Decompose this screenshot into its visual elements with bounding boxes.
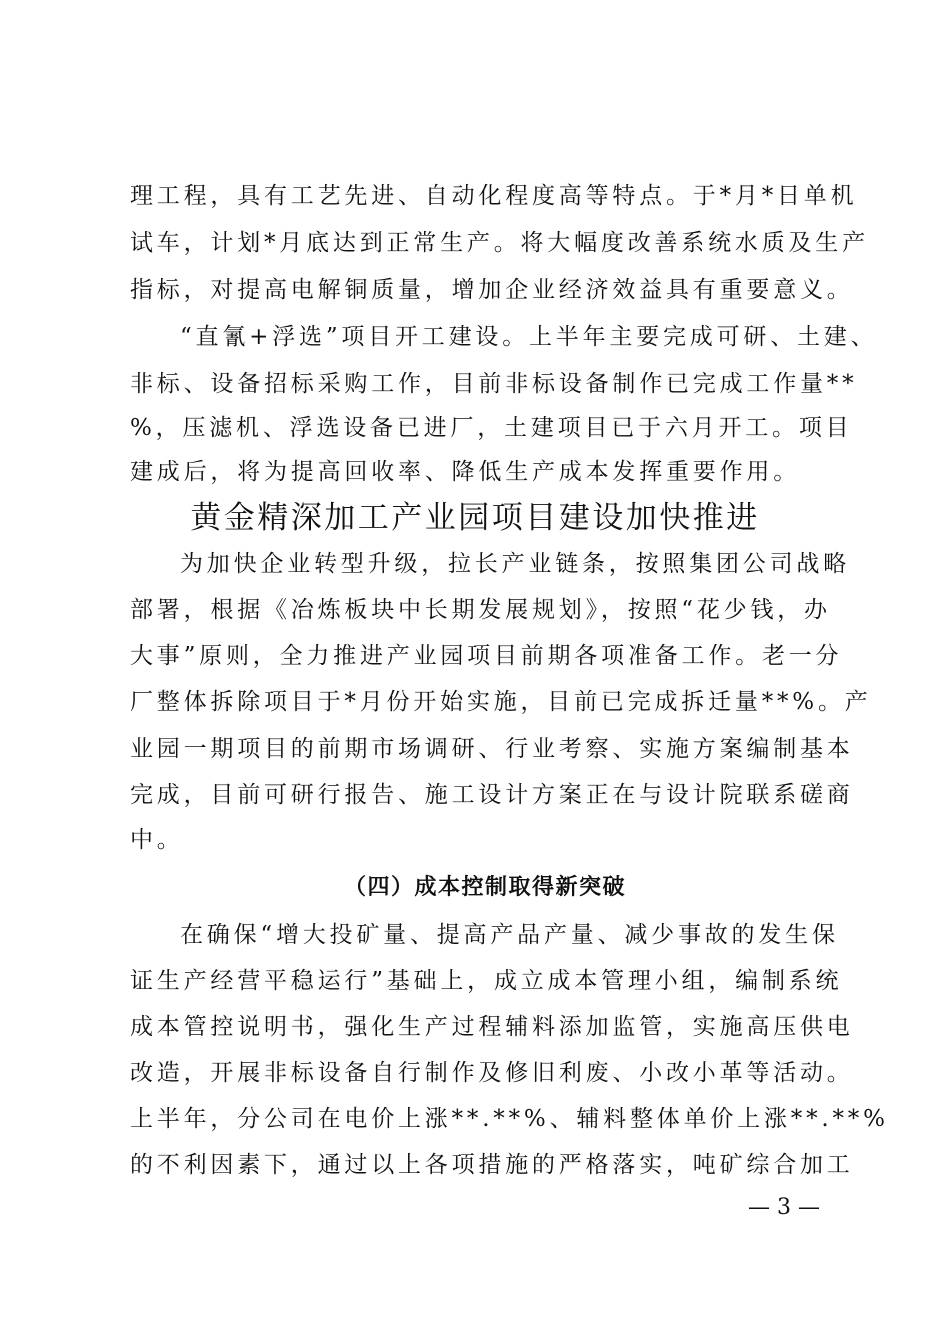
paragraph-line: 指标，对提高电解铜质量，增加企业经济效益具有重要意义。 bbox=[130, 277, 854, 303]
paragraph-line: 建成后，将为提高回收率、降低生产成本发挥重要作用。 bbox=[130, 459, 800, 485]
paragraph-line: 中。 bbox=[130, 827, 184, 853]
paragraph-line: 证生产经营平稳运行”基础上，成立成本管理小组，编制系统 bbox=[130, 968, 843, 994]
page-number: — 3 — bbox=[748, 1195, 820, 1220]
paragraph-line: 大事”原则，全力推进产业园项目前期各项准备工作。老一分 bbox=[130, 643, 843, 669]
paragraph-line: 为加快企业转型升级，拉长产业链条，按照集团公司战略 bbox=[180, 551, 850, 577]
paragraph-line: 厂整体拆除项目于*月份开始实施，目前已完成拆迁量**%。产 bbox=[130, 689, 872, 715]
paragraph-line: 完成，目前可研行报告、施工设计方案正在与设计院联系磋商 bbox=[130, 782, 854, 808]
paragraph-line: %，压滤机、浮选设备已进厂，土建项目已于六月开工。项目 bbox=[130, 415, 853, 441]
paragraph-line: 理工程，具有工艺先进、自动化程度高等特点。于*月*日单机 bbox=[130, 183, 858, 209]
subsection-heading: （四）成本控制取得新突破 bbox=[343, 874, 626, 900]
paragraph-line: “直氰+浮选”项目开工建设。上半年主要完成可研、土建、 bbox=[180, 324, 878, 350]
section-heading: 黄金精深加工产业园项目建设加快推进 bbox=[190, 500, 760, 536]
paragraph-line: 的不利因素下，通过以上各项措施的严格落实，吨矿综合加工 bbox=[130, 1152, 854, 1178]
paragraph-line: 业园一期项目的前期市场调研、行业考察、实施方案编制基本 bbox=[130, 736, 854, 762]
paragraph-line: 试车，计划*月底达到正常生产。将大幅度改善系统水质及生产 bbox=[130, 230, 869, 256]
paragraph-line: 成本管控说明书，强化生产过程辅料添加监管，实施高压供电 bbox=[130, 1014, 854, 1040]
paragraph-line: 在确保“增大投矿量、提高产品产量、减少事故的发生保 bbox=[180, 922, 839, 948]
paragraph-line: 部署，根据《冶炼板块中长期发展规划》，按照“花少钱，办 bbox=[130, 597, 831, 623]
paragraph-line: 非标、设备招标采购工作，目前非标设备制作已完成工作量** bbox=[130, 371, 858, 397]
paragraph-line: 改造，开展非标设备自行制作及修旧利废、小改小革等活动。 bbox=[130, 1060, 854, 1086]
paragraph-line: 上半年，分公司在电价上涨**.**%、辅料整体单价上涨**.**% bbox=[130, 1106, 889, 1132]
